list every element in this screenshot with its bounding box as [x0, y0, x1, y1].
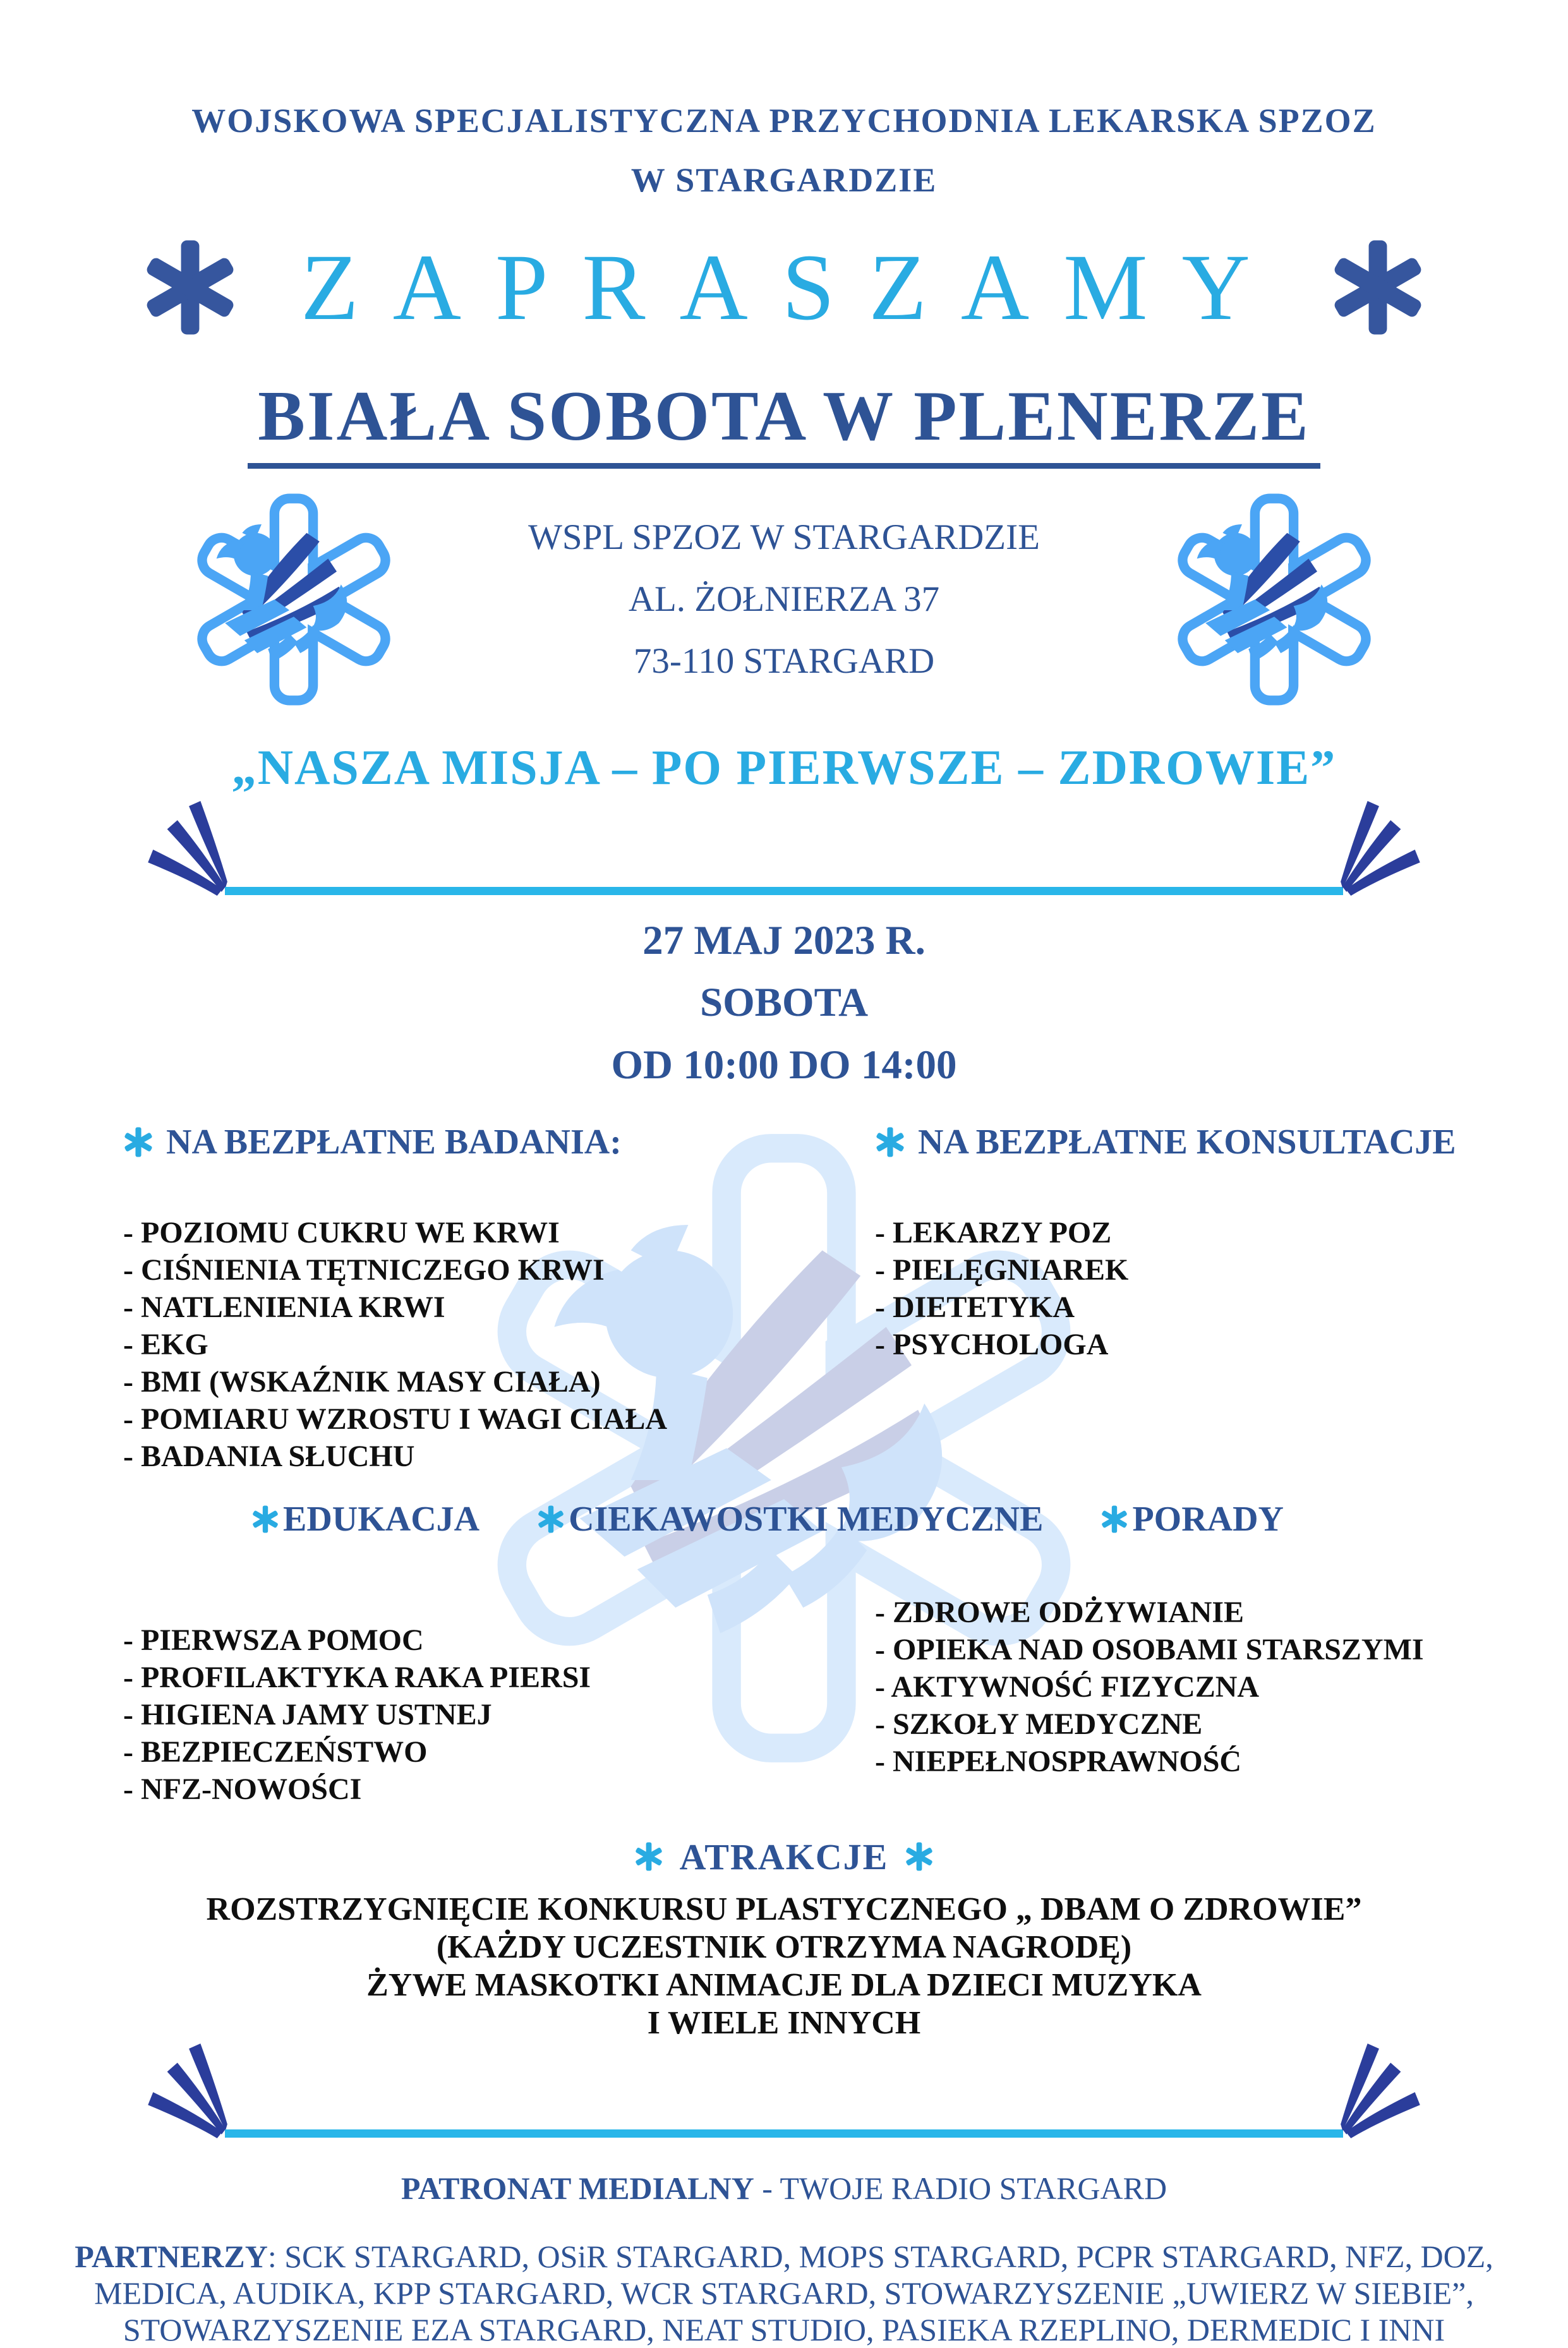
- free-consultations-heading-label: NA BEZPŁATNE KONSULTACJE: [918, 1122, 1456, 1162]
- event-title: BIAŁA SOBOTA W PLENERZE: [248, 380, 1320, 469]
- topic-ciekawostki: [537, 1499, 1043, 1539]
- venue-row: [0, 484, 1568, 715]
- free-tests-list: [123, 1214, 875, 1475]
- free-tests-heading: [123, 1122, 875, 1162]
- mission-motto: „NASZA MISJA – PO PIERWSZE – ZDROWIE”: [231, 739, 1337, 795]
- partners-label: PARTNERZY: [75, 2238, 268, 2274]
- venue-street: AL. ŻOŁNIERZA 37: [628, 579, 940, 619]
- attraction-line: ŻYWE MASKOTKI ANIMACJE DLA DZIECI MUZYKA: [366, 1966, 1202, 2003]
- list-item: - EKG: [123, 1327, 208, 1361]
- topic-edukacja: [251, 1499, 479, 1539]
- topic-headings: [251, 1499, 1284, 1539]
- attraction-line: I WIELE INNYCH: [647, 2004, 921, 2041]
- list-item: - NIEPEŁNOSPRAWNOŚĆ: [875, 1744, 1242, 1778]
- event-hours: OD 10:00 DO 14:00: [611, 1042, 957, 1088]
- list-item: - POZIOMU CUKRU WE KRWI: [123, 1215, 560, 1249]
- free-consultations-column: [875, 1122, 1530, 1475]
- star-of-life-bullet-icon: [537, 1505, 565, 1533]
- event-day: SOBOTA: [699, 980, 869, 1026]
- wing-ornament-right-icon: [1341, 800, 1424, 896]
- media-patronage-text: - TWOJE RADIO STARGARD: [754, 2170, 1167, 2206]
- wing-ornament-left-icon: [144, 800, 227, 896]
- divider-line: [225, 887, 1343, 895]
- list-item: - HIGIENA JAMY USTNEJ: [123, 1697, 492, 1731]
- attraction-line: (KAŻDY UCZESTNIK OTRZYMA NAGRODĘ): [436, 1929, 1132, 1965]
- topic-edukacja-label: EDUKACJA: [283, 1499, 480, 1539]
- organization-city: W STARGARDZIE: [630, 160, 938, 199]
- organization-header: [0, 0, 1568, 202]
- star-of-life-icon: [1330, 239, 1426, 335]
- list-item: - BEZPIECZEŃSTWO: [123, 1735, 428, 1769]
- list-item: - NATLENIENIA KRWI: [123, 1290, 445, 1324]
- star-of-life-bullet-icon: [634, 1842, 663, 1871]
- topic-ciekawostki-label: CIEKAWOSTKI MEDYCZNE: [569, 1499, 1044, 1539]
- list-item: - POMIARU WZROSTU I WAGI CIAŁA: [123, 1402, 667, 1436]
- list-item: - CIŚNIENIA TĘTNICZEGO KRWI: [123, 1253, 605, 1287]
- partners-line: [48, 2238, 1520, 2348]
- free-tests-column: [123, 1122, 875, 1475]
- attractions-heading: [0, 1836, 1568, 1878]
- list-item: - SZKOŁY MEDYCZNE: [875, 1707, 1203, 1741]
- attractions-text: [121, 1891, 1447, 2042]
- venue-city: 73-110 STARGARD: [633, 641, 935, 681]
- list-item: - ZDROWE ODŻYWIANIE: [875, 1595, 1245, 1629]
- attraction-line: ROZSTRZYGNIĘCIE KONKURSU PLASTYCZNEGO „ DBAM O ZDROWIE”: [206, 1891, 1362, 1927]
- clinic-logo-icon: [186, 492, 401, 707]
- list-item: - PSYCHOLOGA: [875, 1327, 1109, 1361]
- list-item: - DIETETYKA: [875, 1290, 1075, 1324]
- divider-top: [144, 800, 1424, 896]
- topic-porady: [1101, 1499, 1284, 1539]
- list-item: - LEKARZY POZ: [875, 1215, 1112, 1249]
- star-of-life-bullet-icon: [905, 1842, 934, 1871]
- clinic-logo-icon: [1167, 492, 1382, 707]
- footer: [0, 2170, 1568, 2348]
- venue-address: [401, 507, 1167, 692]
- topic-porady-label: PORADY: [1132, 1499, 1284, 1539]
- invite-banner: [0, 235, 1568, 340]
- event-date: 27 MAJ 2023 R.: [642, 917, 926, 963]
- free-consultations-list: [875, 1214, 1530, 1363]
- advice-column: [875, 1574, 1530, 1808]
- star-of-life-bullet-icon: [123, 1127, 154, 1157]
- wing-ornament-left-icon: [144, 2042, 227, 2138]
- media-patronage-label: PATRONAT MEDIALNY: [401, 2170, 754, 2206]
- list-item: - PROFILAKTYKA RAKA PIERSI: [123, 1660, 591, 1694]
- attractions-heading-label: ATRAKCJE: [679, 1836, 889, 1877]
- education-column: [123, 1574, 875, 1808]
- venue-name: WSPL SPZOZ W STARGARDZIE: [528, 517, 1040, 557]
- topic-columns: [0, 1574, 1568, 1808]
- free-tests-heading-label: NA BEZPŁATNE BADANIA:: [166, 1122, 622, 1162]
- offer-columns: [0, 1122, 1568, 1475]
- wing-ornament-right-icon: [1341, 2042, 1424, 2138]
- list-item: - PIELĘGNIAREK: [875, 1253, 1129, 1287]
- divider-line: [225, 2129, 1343, 2138]
- event-title-wrap: [0, 377, 1568, 469]
- media-patronage-line: [0, 2170, 1568, 2207]
- list-item: - AKTYWNOŚĆ FIZYCZNA: [875, 1670, 1260, 1704]
- invite-text: ZAPRASZAMY: [301, 235, 1284, 340]
- education-list: [123, 1622, 875, 1808]
- organization-name: WOJSKOWA SPECJALISTYCZNA PRZYCHODNIA LEKARSKA SPZOZ: [191, 102, 1377, 140]
- event-schedule: [0, 910, 1568, 1097]
- advice-list: [875, 1594, 1530, 1780]
- divider-bottom: [144, 2042, 1424, 2138]
- partners-text: : SCK STARGARD, OSiR STARGARD, MOPS STARGARD, PCPR STARGARD, NFZ, DOZ, MEDICA, AUDIKA, KPP STARGARD, WCR STARGARD, STOWARZYSZENIE „UWIERZ W SIEBIE”, STOWARZYSZENIE EZA STARGARD, NEAT STUDIO, PASIEKA RZEPLINO, DERMEDIC I INNI: [94, 2238, 1493, 2347]
- list-item: - PIERWSZA POMOC: [123, 1623, 424, 1657]
- star-of-life-bullet-icon: [251, 1505, 279, 1533]
- list-item: - BADANIA SŁUCHU: [123, 1439, 415, 1473]
- star-of-life-bullet-icon: [1101, 1505, 1128, 1533]
- list-item: - BMI (WSKAŹNIK MASY CIAŁA): [123, 1364, 601, 1399]
- free-consultations-heading: [875, 1122, 1530, 1162]
- list-item: - NFZ-NOWOŚCI: [123, 1772, 362, 1806]
- star-of-life-bullet-icon: [875, 1127, 905, 1157]
- list-item: - OPIEKA NAD OSOBAMI STARSZYMI: [875, 1632, 1424, 1666]
- star-of-life-icon: [142, 239, 238, 335]
